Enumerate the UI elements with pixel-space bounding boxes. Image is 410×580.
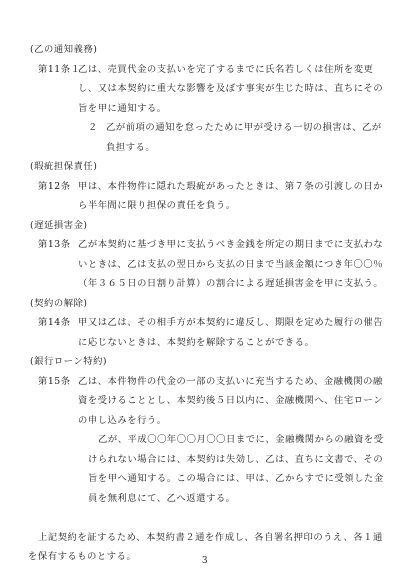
closing-statement: 上記契約を証するため、本契約書２通を作成し、各自署名押印のうえ、各１通を保有するものとする。 <box>28 531 383 562</box>
article-12-text: 甲は、本件物件に隠れた瑕疵があったときは、第７条の引渡しの日から半年間に限り担保の責任を負う。 <box>78 180 384 211</box>
article-14 <box>28 313 388 352</box>
article-15-paragraph-2: 乙が、平成〇〇年〇〇月〇〇日までに、金融機関からの融資を受けられない場合には、本契約は失効し、乙は、直ちに文書で、その旨を甲へ通知する。この場合には、甲は、乙からすでに受領した金員を無利息にて、乙へ返還する。 <box>88 434 384 504</box>
article-11-item-2-text: 乙が前項の通知を怠ったために甲が受ける一切の損害は、乙が負担する。 <box>106 122 382 153</box>
article-15 <box>28 372 388 431</box>
article-13 <box>28 235 388 294</box>
page-number: 3 <box>201 556 209 566</box>
heading-defect-liability: (瑕疵担保責任) <box>30 161 98 172</box>
article-14-text: 甲又は乙は、その相手方が本契約に違反し、期限を定めた履行の催告に応じないときは、本契約を解除することができる。 <box>78 317 384 348</box>
article-11-item-2-number: ２ <box>88 122 98 133</box>
article-11-text: 乙は、売買代金の支払いを完了するまでに氏名若しくは住所を変更し、又は本契約に重大な影響を及ぼす事実が生じた時は、直ちにその旨を甲に通知する。 <box>78 63 384 114</box>
article-15-number: 第15条 <box>38 375 71 387</box>
article-12-number: 第12条 <box>38 180 71 192</box>
article-11-item-2 <box>28 118 388 157</box>
heading-contract-termination: (契約の解除) <box>30 297 88 309</box>
contract-body <box>28 40 388 567</box>
article-11-number: 第11条１ <box>38 63 81 75</box>
article-13-number: 第13条 <box>38 239 71 250</box>
heading-notice-obligation: (乙の通知義務) <box>30 44 98 55</box>
article-11 <box>28 60 388 119</box>
article-15-text: 乙は、本件物件の代金の一部の支払いに充当するため、金融機関の融資を受けることとし、本契約後５日以内に、金融機関へ、住宅ローンの申し込みを行う。 <box>78 375 384 426</box>
heading-late-payment-damages: (遅延損害金) <box>30 219 88 231</box>
heading-bank-loan-clause: (銀行ローン特約) <box>30 356 108 367</box>
article-14-number: 第14条 <box>38 317 71 328</box>
article-13-text: 乙が本契約に基づき甲に支払うべき金銭を所定の期日までに支払わないときは、乙は支払の翌日から支払の日まで当該金額につき年〇〇％（年３６５日の日割り計算）の割合による遅延損害金を甲に支払う。 <box>78 239 384 289</box>
article-12 <box>28 177 388 216</box>
